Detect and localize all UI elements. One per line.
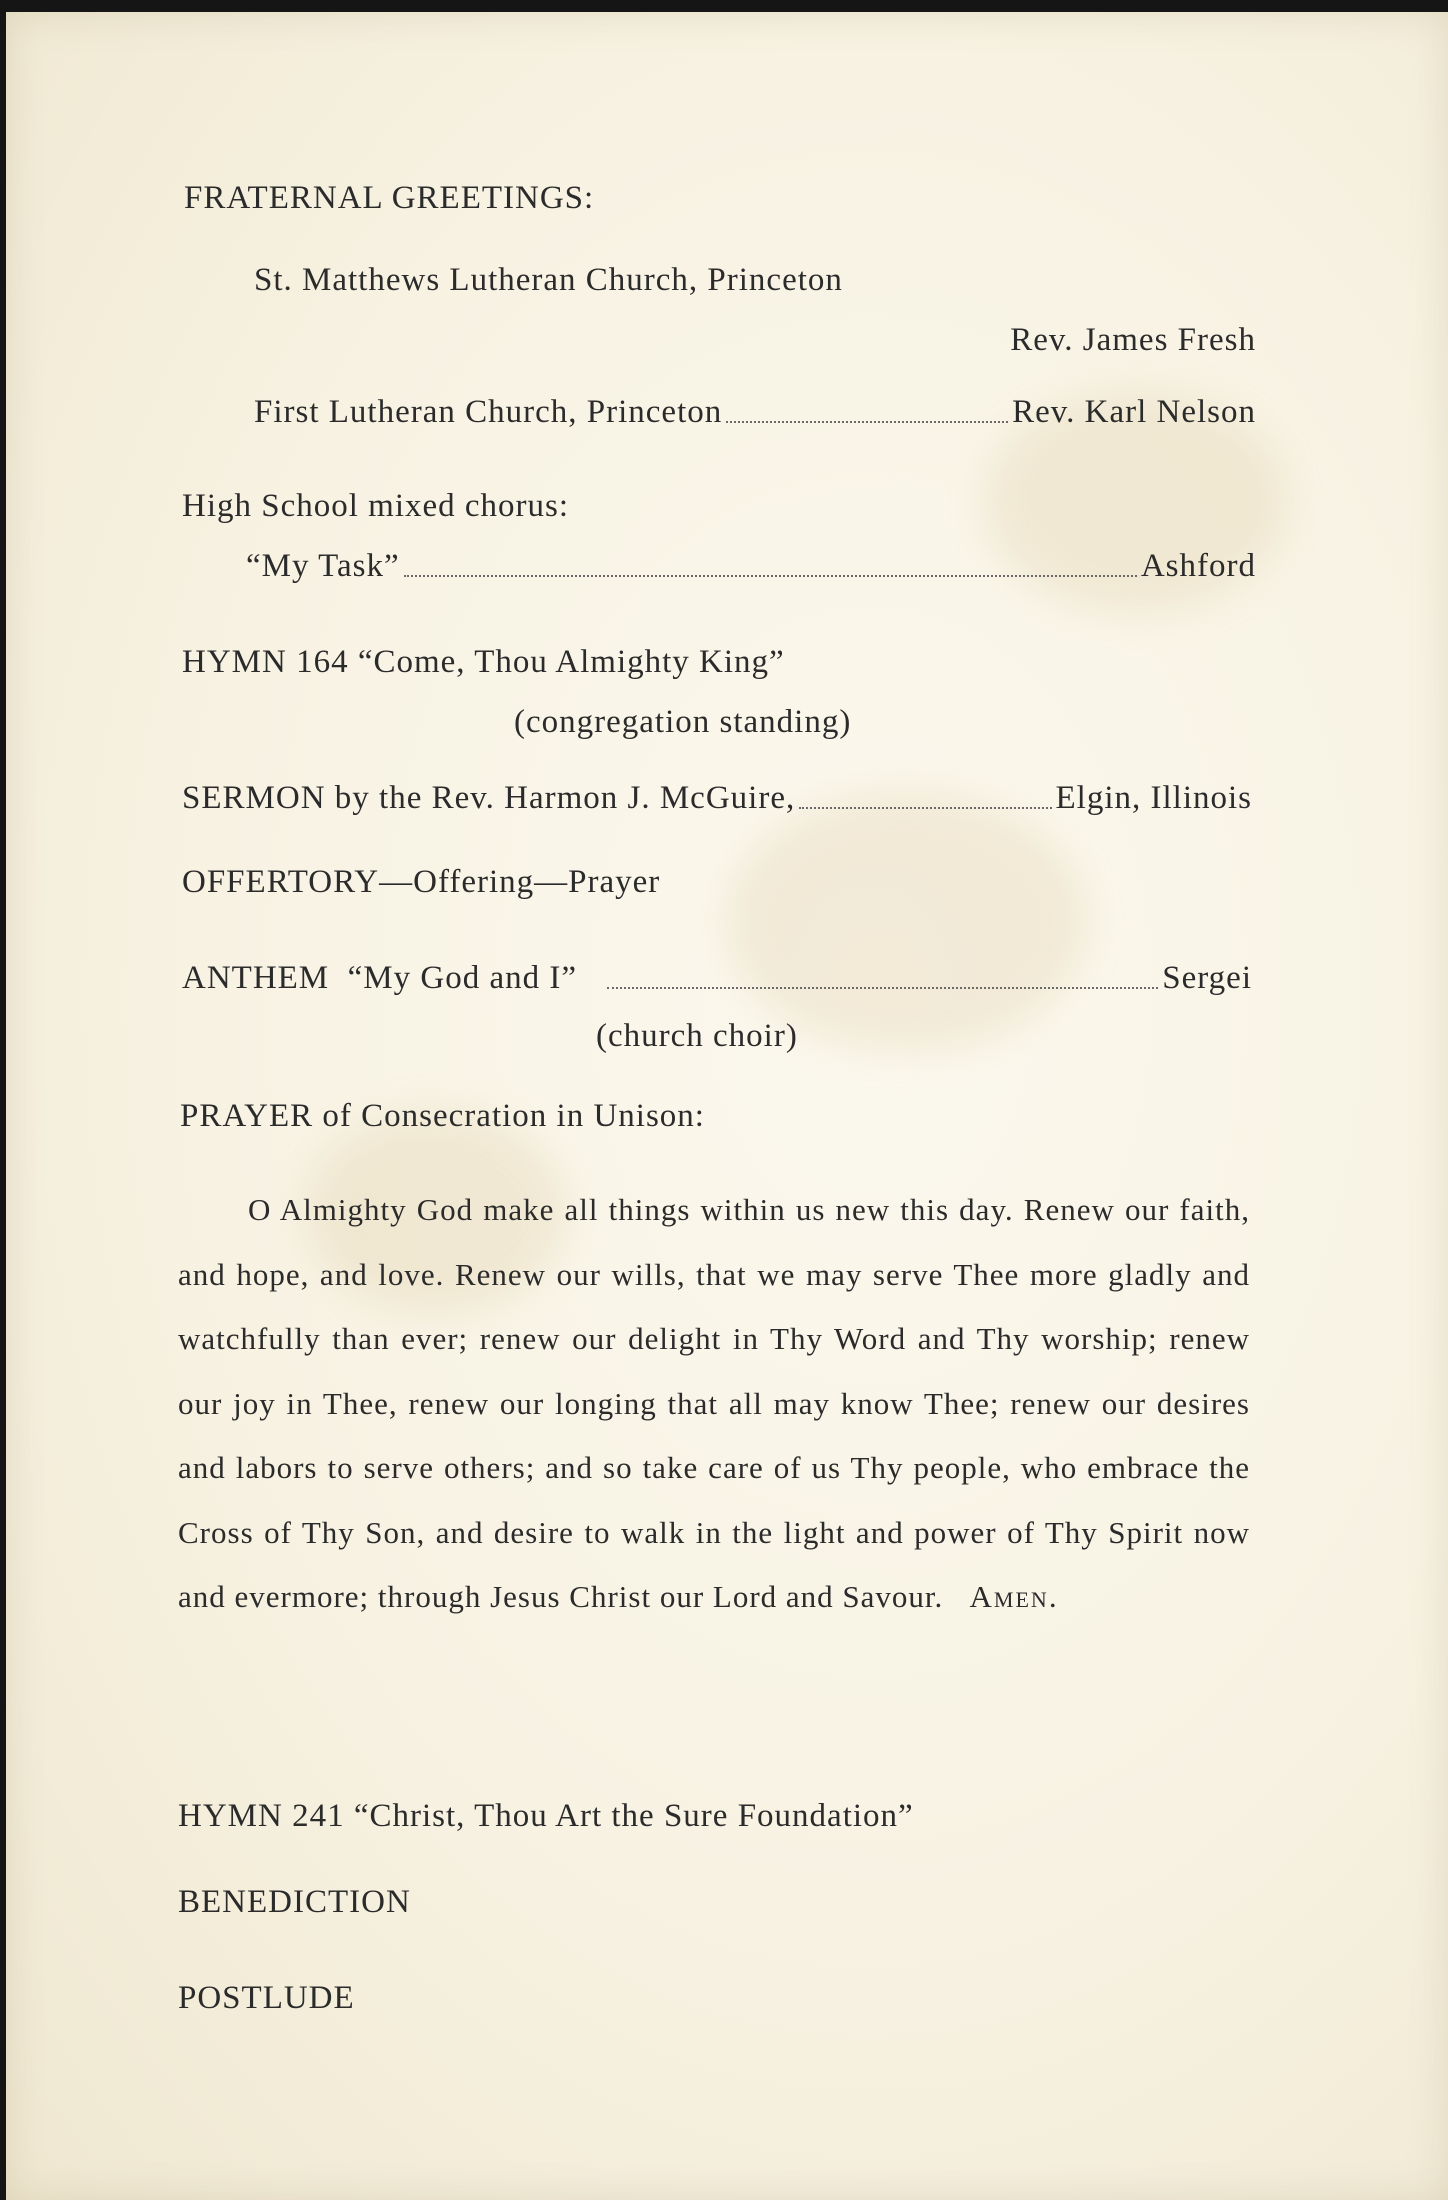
anthem-title: ANTHEM “My God and I” bbox=[182, 960, 578, 996]
greeting-pastor-1: Rev. James Fresh bbox=[1010, 322, 1256, 358]
greeting-pastor-2: Rev. Karl Nelson bbox=[1012, 394, 1256, 430]
prayer-text bbox=[178, 1178, 1250, 1630]
greeting-row-2 bbox=[254, 394, 1256, 431]
prayer-body: O Almighty God make all things within us new this day. Renew our faith, and hope, and love. Renew our wills, that we may serve Thee more gladly and watchfully than ever; renew our delight in Thy Word and Thy worship; renew our joy in Thee, renew our longing that all may know Thee; renew our desires and labors to serve others; and so take care of us Thy people, who embrace the Cross of Thy Son, and desire to walk in the light and power of Thy Spirit now and evermore; through Jesus Christ our Lord and Savour. bbox=[178, 1192, 1250, 1614]
fraternal-greetings-heading: FRATERNAL GREETINGS: bbox=[184, 180, 595, 216]
chorus-composer: Ashford bbox=[1140, 548, 1256, 584]
leader-dots bbox=[404, 575, 1137, 577]
anthem-note: (church choir) bbox=[596, 1018, 798, 1054]
prayer-heading: PRAYER of Consecration in Unison: bbox=[180, 1098, 705, 1134]
anthem-composer: Sergei bbox=[1162, 960, 1252, 996]
leader-dots bbox=[607, 987, 1158, 989]
offertory: OFFERTORY—Offering—Prayer bbox=[182, 864, 661, 900]
greeting-church-2: First Lutheran Church, Princeton bbox=[254, 394, 723, 430]
sermon-text: SERMON by the Rev. Harmon J. McGuire, bbox=[182, 780, 796, 816]
prayer-amen: Amen. bbox=[969, 1579, 1059, 1614]
hymn-164: HYMN 164 “Come, Thou Almighty King” bbox=[182, 644, 785, 680]
chorus-title: “My Task” bbox=[246, 548, 400, 584]
postlude: POSTLUDE bbox=[178, 1980, 355, 2016]
greeting-church-1: St. Matthews Lutheran Church, Princeton bbox=[254, 262, 843, 298]
hymn-164-note: (congregation standing) bbox=[514, 704, 852, 740]
water-stain bbox=[726, 792, 1086, 1052]
benediction: BENEDICTION bbox=[178, 1884, 411, 1920]
sermon-row bbox=[182, 780, 1252, 817]
leader-dots bbox=[799, 807, 1051, 809]
anthem-row bbox=[182, 960, 1252, 997]
sermon-place: Elgin, Illinois bbox=[1055, 780, 1252, 816]
leader-dots bbox=[726, 421, 1008, 423]
chorus-row bbox=[246, 548, 1256, 585]
chorus-heading: High School mixed chorus: bbox=[182, 488, 570, 524]
hymn-241: HYMN 241 “Christ, Thou Art the Sure Foundation” bbox=[178, 1798, 914, 1834]
